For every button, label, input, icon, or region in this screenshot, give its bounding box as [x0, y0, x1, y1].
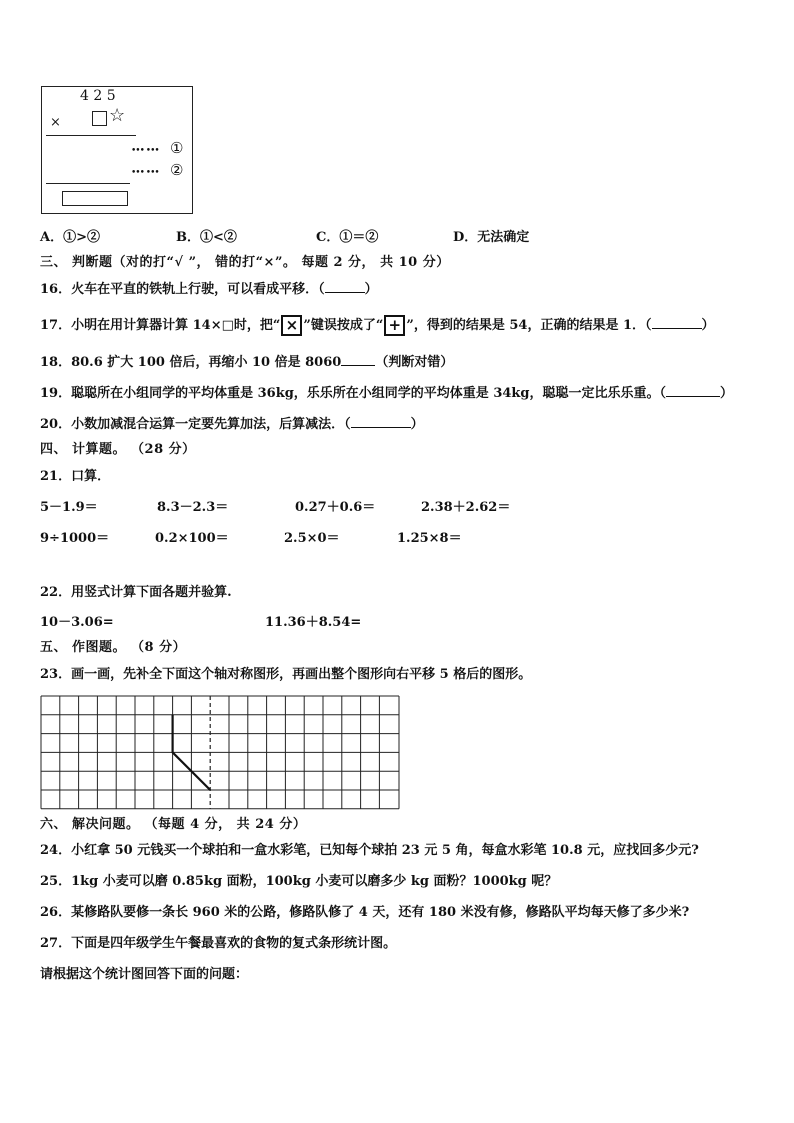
- oral-calc-1: 5－1.9＝: [40, 500, 98, 515]
- question-21: 21．口算．: [40, 469, 111, 484]
- q16-close: ）: [364, 282, 378, 297]
- q18-text: 18．80.6 扩大 100 倍后，再缩小 10 倍是 8060: [40, 355, 342, 370]
- option-a[interactable]: [40, 229, 100, 247]
- dots-2: ••• •••: [131, 168, 159, 178]
- section-5-heading: 五、 作图题。 （8 分）: [40, 640, 187, 655]
- plus-key-icon: +: [384, 315, 405, 336]
- oral-calc-4: 2.38＋2.62＝: [421, 500, 511, 515]
- option-c-text: ①＝②: [339, 230, 379, 245]
- option-c[interactable]: [316, 229, 378, 247]
- option-c-letter: C．: [316, 230, 340, 245]
- option-a-text: ①>②: [63, 230, 100, 245]
- oral-calc-5: 9÷1000＝: [40, 531, 110, 546]
- question-27-note: 请根据这个统计图回答下面的问题：: [40, 967, 249, 982]
- drawing-grid[interactable]: [40, 695, 402, 815]
- sum-line: [46, 183, 130, 184]
- blank-square-icon: [92, 111, 107, 126]
- question-19: [40, 384, 733, 403]
- q16-text: 16．火车在平直的铁轨上行驶，可以看成平移．（: [40, 282, 325, 297]
- q19-answer-blank[interactable]: [666, 384, 720, 397]
- q17-close: ）: [701, 318, 715, 333]
- question-18: [40, 353, 453, 372]
- option-d-letter: D．: [453, 230, 478, 245]
- times-sign: ×: [50, 115, 61, 130]
- q20-answer-blank[interactable]: [351, 415, 411, 428]
- section-4-heading: 四、 计算题。 （28 分）: [40, 442, 196, 457]
- question-20: [40, 415, 424, 434]
- q20-close: ）: [410, 417, 424, 432]
- circle-2-label: ②: [170, 161, 184, 179]
- oral-calc-8: 1.25×8＝: [397, 531, 462, 546]
- q17-mid: ”键误按成了“: [303, 318, 384, 333]
- q19-close: ）: [720, 386, 734, 401]
- question-17: [40, 315, 715, 336]
- q17-answer-blank[interactable]: [652, 316, 702, 329]
- q18-answer-blank[interactable]: [341, 353, 375, 366]
- multiplication-figure: [41, 86, 193, 214]
- option-a-letter: A．: [40, 230, 64, 245]
- q18-suffix: （判断对错）: [375, 355, 454, 370]
- question-16: [40, 280, 378, 299]
- section-6-heading: 六、 解决问题。 （每题 4 分， 共 24 分）: [40, 817, 307, 832]
- grid-svg: [40, 695, 402, 811]
- q19-text: 19．聪聪所在小组同学的平均体重是 36kg，乐乐所在小组同学的平均体重是 34kg，聪聪一定比乐乐重。（: [40, 386, 667, 401]
- oral-calc-2: 8.3－2.3＝: [157, 500, 229, 515]
- vertical-calc-1: 10－3.06=: [40, 615, 114, 630]
- vertical-calc-2: 11.36＋8.54=: [265, 615, 362, 630]
- top-digits: 4 2 5: [80, 88, 116, 104]
- q17-suffix: ”，得到的结果是 54，正确的结果是 1．（: [406, 318, 652, 333]
- option-b[interactable]: [176, 229, 237, 247]
- question-25: 25．1kg 小麦可以磨 0.85kg 面粉，100kg 小麦可以磨多少 kg 面粉？1000kg 呢？: [40, 874, 558, 889]
- option-d-text: 无法确定: [477, 230, 530, 245]
- option-d[interactable]: [453, 229, 529, 247]
- multiply-key-icon: ×: [281, 315, 302, 336]
- q16-answer-blank[interactable]: [325, 280, 365, 293]
- circle-1-label: ①: [170, 139, 184, 157]
- star-icon: ☆: [109, 105, 126, 126]
- dots-1: ••• •••: [131, 146, 159, 156]
- answer-box: [62, 191, 128, 206]
- oral-calc-7: 2.5×0＝: [284, 531, 340, 546]
- question-23: 23．画一画，先补全下面这个轴对称图形，再画出整个图形向右平移 5 格后的图形。: [40, 667, 532, 682]
- question-24: 24．小红拿 50 元钱买一个球拍和一盒水彩笔，已知每个球拍 23 元 5 角，每盒水彩笔 10.8 元，应找回多少元?: [40, 843, 699, 858]
- question-26: 26．某修路队要修一条长 960 米的公路，修路队修了 4 天，还有 180 米没有修，修路队平均每天修了多少米?: [40, 905, 690, 920]
- question-27: 27．下面是四年级学生午餐最喜欢的食物的复式条形统计图。: [40, 936, 397, 951]
- product-line: [46, 135, 136, 136]
- section-3-heading: 三、 判断题（对的打“√ ”， 错的打“×”。 每题 2 分， 共 10 分）: [40, 255, 450, 270]
- question-22: 22．用竖式计算下面各题并验算.: [40, 585, 232, 600]
- q20-text: 20．小数加减混合运算一定要先算加法，后算减法．（: [40, 417, 351, 432]
- oral-calc-6: 0.2×100＝: [155, 531, 229, 546]
- option-b-letter: B．: [176, 230, 200, 245]
- option-b-text: ①<②: [200, 230, 237, 245]
- oral-calc-3: 0.27＋0.6＝: [295, 500, 376, 515]
- q17-prefix: 17．小明在用计算器计算 14×□时，把“: [40, 318, 281, 333]
